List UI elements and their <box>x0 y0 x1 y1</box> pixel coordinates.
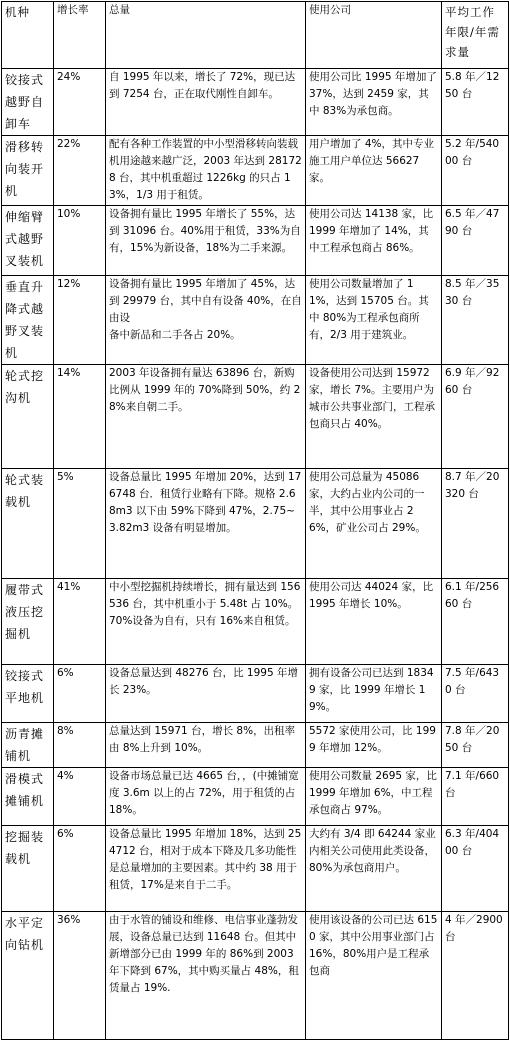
table-row <box>2 723 509 768</box>
cell-type: 铰接式越野自卸车 <box>2 69 54 136</box>
cell-demand: 7.8 年／2050 台 <box>442 723 509 768</box>
cell-companies: 使用公司达 44024 家，比 1995 年增长 10%。 <box>306 579 442 665</box>
table-row <box>2 206 509 276</box>
cell-total: 设备总量比 1995 年增加 20%，达到 176748 台．租赁行业略有下降。规格 2.68m3 以下由 59%下降到 47%，2.75~3.82m3 设备有明显增加。 <box>106 469 306 579</box>
cell-total: 设备拥有量比 1995 年增长了 55%，达到 31096 台。40%用于租赁，33%为自有，15%为新设备，18%为二手来源。 <box>106 206 306 276</box>
cell-demand: 5.8 年／1250 台 <box>442 69 509 136</box>
cell-type: 垂直升降式越野叉装机 <box>2 276 54 365</box>
cell-type: 伸缩臂式越野叉装机 <box>2 206 54 276</box>
cell-type: 铰接式平地机 <box>2 665 54 723</box>
cell-demand: 5.2 年/54000 台 <box>442 136 509 206</box>
cell-demand: 6.5 年／4790 台 <box>442 206 509 276</box>
cell-demand: 6.9 年／9260 台 <box>442 365 509 469</box>
cell-growth: 22% <box>54 136 106 206</box>
table-row <box>2 276 509 365</box>
cell-companies: 使用公司比 1995 年增加了 37%，达到 2459 家，其中 83%为承包商。 <box>306 69 442 136</box>
table-row <box>2 69 509 136</box>
table-row <box>2 365 509 469</box>
cell-growth: 6% <box>54 826 106 912</box>
cell-companies: 拥有设备公司已达到 18349 家，比 1999 年增长 19%。 <box>306 665 442 723</box>
table-row <box>2 579 509 665</box>
cell-companies: 使用公司总量为 45086 家，大约占业内公司的一半，其中公用事业占 26%，矿业公司占 29%。 <box>306 469 442 579</box>
cell-growth: 41% <box>54 579 106 665</box>
cell-demand: 8.7 年／20320 台 <box>442 469 509 579</box>
cell-total: 由于水管的铺设和维修、电信事业蓬勃发展，设备总量已达到 11648 台。但其中新增部分已由 1999 年的 86%到 2003 年下降到 67%，其中购买量占 48%，租赁量占 19%. <box>106 912 306 1040</box>
cell-total: 设备总量达到 48276 台，比 1995 年增长 23%。 <box>106 665 306 723</box>
table-row <box>2 912 509 1040</box>
cell-growth: 36% <box>54 912 106 1040</box>
cell-total: 中小型挖掘机持续增长，拥有量达到 156536 台，其中机重小于 5.48t 占 10%。70%设备为自有，只有 16%来自租赁。 <box>106 579 306 665</box>
cell-demand: 6.1 年/25660 台 <box>442 579 509 665</box>
cell-type: 轮式装载机 <box>2 469 54 579</box>
cell-demand: 8.5 年／3530 台 <box>442 276 509 365</box>
cell-demand: 7.5 年/6430 台 <box>442 665 509 723</box>
cell-demand: 6.3 年/40400 台 <box>442 826 509 912</box>
cell-growth: 24% <box>54 69 106 136</box>
table-row <box>2 768 509 826</box>
cell-companies: 设备使用公司达到 15972 家，增长 7%。主要用户为城市公共事业部门，工程承包商只占 40%。 <box>306 365 442 469</box>
cell-type: 水平定向钻机 <box>2 912 54 1040</box>
cell-type: 挖掘装载机 <box>2 826 54 912</box>
equipment-stats-table <box>1 1 509 1040</box>
cell-companies: 大约有 3/4 即 64244 家业内相关公司使用此类设备，80%为承包商用户。 <box>306 826 442 912</box>
header-total: 总量 <box>106 2 306 69</box>
cell-growth: 4% <box>54 768 106 826</box>
table-row <box>2 136 509 206</box>
cell-growth: 14% <box>54 365 106 469</box>
cell-total: 设备拥有量比 1995 年增加了 45%，达到 29979 台，其中自有设备 40%，在自由设 备中新品和二手各占 20%。 <box>106 276 306 365</box>
header-growth: 增长率 <box>54 2 106 69</box>
cell-demand: 4 年／2900 台 <box>442 912 509 1040</box>
cell-total: 设备市场总量已达 4665 台，，(中摊铺宽度 3.6m 以上的占 72%，用于租赁的占 18%。 <box>106 768 306 826</box>
table-body <box>2 69 509 1040</box>
cell-growth: 10% <box>54 206 106 276</box>
header-companies: 使用公司 <box>306 2 442 69</box>
cell-growth: 6% <box>54 665 106 723</box>
cell-growth: 5% <box>54 469 106 579</box>
cell-companies: 使用该设备的公司已达 6150 家，其中公用事业部门占 16%，80%用户是工程承包商 <box>306 912 442 1040</box>
cell-demand: 7.1 年/660 台 <box>442 768 509 826</box>
table-row <box>2 469 509 579</box>
cell-companies: 用户增加了 4%，其中专业施工用户单位达 56627 家。 <box>306 136 442 206</box>
cell-type: 滑模式摊铺机 <box>2 768 54 826</box>
table-header-row <box>2 2 509 69</box>
cell-type: 履带式液压挖掘机 <box>2 579 54 665</box>
cell-companies: 5572 家使用公司，比 1999 年增加 12%。 <box>306 723 442 768</box>
cell-growth: 12% <box>54 276 106 365</box>
table-row <box>2 826 509 912</box>
cell-companies: 使用公司数量 2695 家，比 1999 年增加 6%，中工程承包商占 97%。 <box>306 768 442 826</box>
cell-type: 滑移转向装开机 <box>2 136 54 206</box>
cell-total: 配有各种工作装置的中小型滑移转向装载机用途越来越广泛，2003 年达到 281728 台，其中机重超过 1226kg 的只占 13%，1/3 用于租赁。 <box>106 136 306 206</box>
cell-total: 自 1995 年以来，增长了 72%，现已达到 7254 台，正在取代刚性自卸车。 <box>106 69 306 136</box>
cell-total: 2003 年设备拥有量达 63896 台，新购比例从 1999 年的 70%降到 50%，约 28%来自朝二手。 <box>106 365 306 469</box>
cell-companies: 使用公司达 14138 家，比 1999 年增加了 14%，其中工程承包商占 86%。 <box>306 206 442 276</box>
header-demand: 平均工作年限/年需求量 <box>442 2 509 69</box>
cell-type: 轮式挖沟机 <box>2 365 54 469</box>
table-row <box>2 665 509 723</box>
cell-total: 设备总量比 1995 年增加 18%，达到 254712 台，相对于成本下降及几多功能性是总量增加的主要因素。其中约 38 用于租赁，17%是来自于二手。 <box>106 826 306 912</box>
cell-companies: 使用公司数量增加了 11%，达到 15705 台。其中 80%为工程承包商所有，2/3 用于建筑业。 <box>306 276 442 365</box>
cell-type: 沥青摊铺机 <box>2 723 54 768</box>
cell-total: 总量达到 15971 台，增长 8%，出租率由 8%上升到 10%。 <box>106 723 306 768</box>
cell-growth: 8% <box>54 723 106 768</box>
header-type: 机种 <box>2 2 54 69</box>
